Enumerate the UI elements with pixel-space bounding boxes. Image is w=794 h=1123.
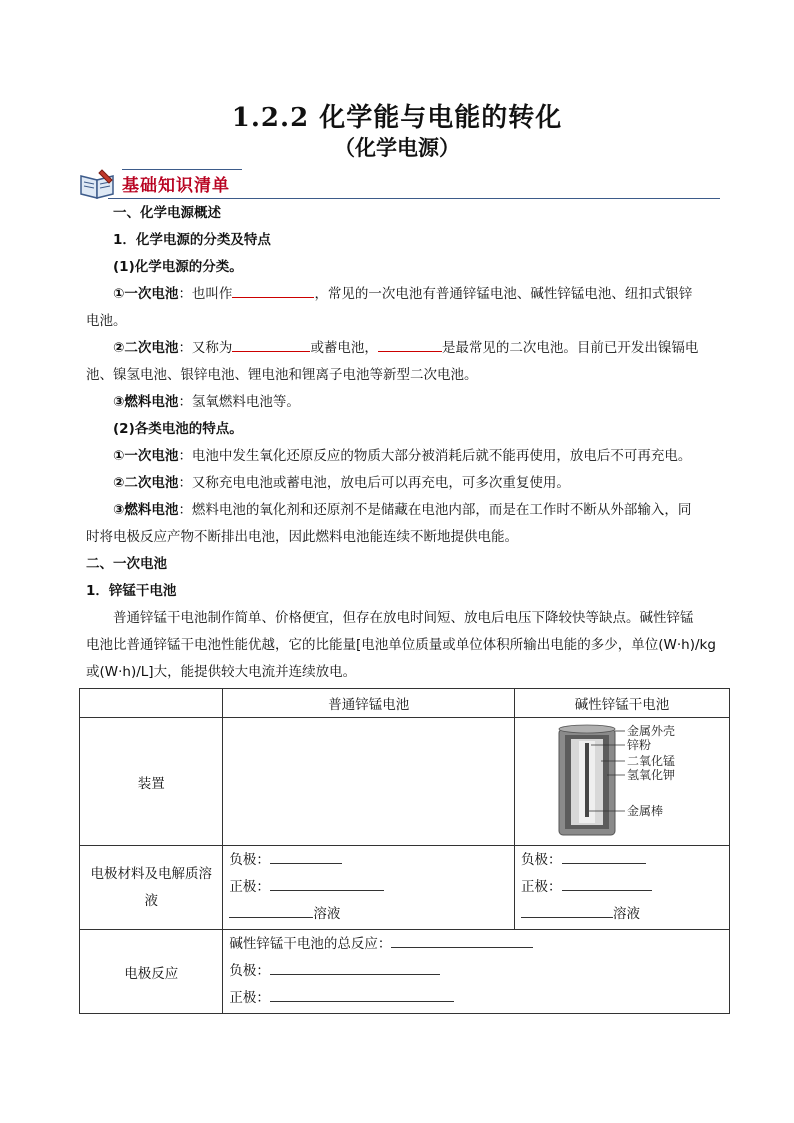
heading-s2: 二、一次电池	[86, 556, 167, 572]
para-fuel-feature: ③燃料电池：燃料电池的氧化剂和还原剂不是储藏在电池内部，而是在工作时不断从外部输入，同	[113, 502, 692, 518]
answer-line[interactable]	[270, 849, 342, 864]
battery-table	[79, 688, 730, 1014]
row-label-reaction: 电极反应	[80, 930, 223, 1014]
fill-blank[interactable]	[232, 337, 310, 352]
fill-blank[interactable]	[232, 283, 314, 298]
heading-s1: 一、化学电源概述	[113, 205, 221, 221]
material-ordinary-cell: 负极： 正极： 溶液	[223, 846, 515, 930]
page-title: 1.2.2 化学能与电能的转化	[231, 103, 563, 133]
answer-line[interactable]	[270, 987, 454, 1002]
heading-s1-1: 1．化学电源的分类及特点	[113, 232, 271, 248]
row-label-material: 电极材料及电解质溶液	[80, 846, 223, 930]
para-zinc-1: 普通锌锰干电池制作简单、价格便宜，但存在放电时间短、放电后电压下降较快等缺点。碱性锌锰	[113, 610, 694, 626]
answer-line[interactable]	[391, 933, 533, 948]
para-fuel-feature-cont: 时将电极反应产物不断排出电池，因此燃料电池能连续不断地提供电能。	[86, 529, 518, 545]
para-primary-cont: 电池。	[86, 313, 127, 329]
answer-line[interactable]	[521, 903, 613, 918]
answer-line[interactable]	[562, 876, 652, 891]
banner-label: 基础知识清单	[122, 176, 230, 196]
para-fuel: ③燃料电池：氢氧燃料电池等。	[113, 394, 300, 410]
book-icon	[78, 168, 118, 200]
para-primary-feature: ①一次电池：电池中发生氧化还原反应的物质大部分被消耗后就不能再使用，放电后不可再充电。	[113, 448, 692, 464]
answer-line[interactable]	[229, 903, 313, 918]
para-secondary-feature: ②二次电池：又称充电电池或蓄电池，放电后可以再充电，可多次重复使用。	[113, 475, 570, 491]
diagram-label: 金属外壳	[627, 723, 676, 738]
answer-line[interactable]	[562, 849, 646, 864]
col-header-alkaline: 碱性锌锰干电池	[515, 689, 730, 718]
diagram-label: 锌粉	[627, 737, 652, 752]
heading-s2-1: 1．锌锰干电池	[86, 583, 177, 599]
para-zinc-3: 或(W·h)/L]大，能提供较大电流并连续放电。	[86, 664, 357, 680]
diagram-label: 二氧化锰	[627, 753, 676, 768]
answer-line[interactable]	[270, 876, 384, 891]
section-banner	[78, 166, 720, 202]
reaction-cell: 碱性锌锰干电池的总反应： 负极： 正极：	[223, 930, 730, 1014]
material-alkaline-cell: 负极： 正极： 溶液	[515, 846, 730, 930]
device-ordinary-cell	[223, 718, 515, 846]
alkaline-battery-diagram	[529, 721, 729, 843]
para-zinc-2: 电池比普通锌锰干电池性能优越，它的比能量[电池单位质量或单位体积所输出电能的多少，单位(W·h)/kg	[86, 637, 716, 653]
para-secondary: ②二次电池：又称为 或蓄电池， 是最常见的二次电池。目前已开发出镍镉电	[113, 335, 725, 362]
heading-s1-1-2: (2)各类电池的特点。	[113, 421, 243, 437]
device-alkaline-cell	[515, 718, 730, 846]
heading-s1-1-1: (1)化学电源的分类。	[113, 259, 243, 275]
diagram-label: 金属棒	[627, 803, 664, 818]
answer-line[interactable]	[270, 960, 440, 975]
page-subtitle: （化学电源）	[334, 135, 460, 160]
diagram-label: 氢氧化钾	[627, 767, 676, 782]
row-label-device: 装置	[80, 718, 223, 846]
table-corner	[80, 689, 223, 718]
para-primary: ①一次电池：也叫作 ，常见的一次电池有普通锌锰电池、碱性锌锰电池、纽扣式银锌	[113, 281, 725, 308]
para-secondary-cont: 池、镍氢电池、银锌电池、锂电池和锂离子电池等新型二次电池。	[86, 367, 478, 383]
col-header-ordinary: 普通锌锰电池	[223, 689, 515, 718]
fill-blank[interactable]	[378, 337, 442, 352]
